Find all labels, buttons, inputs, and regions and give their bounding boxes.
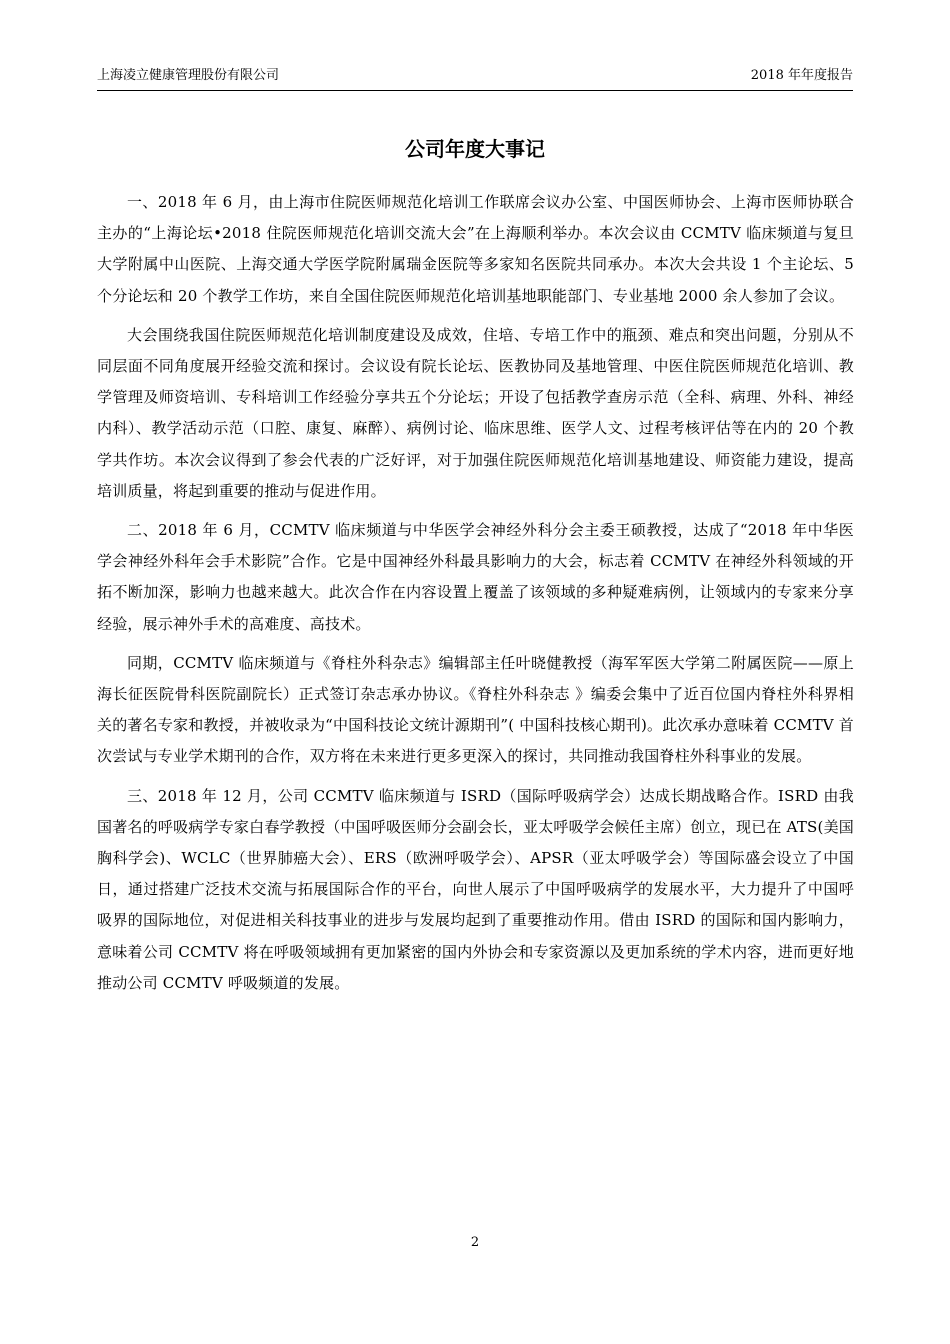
- page-number: 2: [470, 1235, 480, 1250]
- paragraph-3: 二、2018 年 6 月，CCMTV 临床频道与中华医学会神经外科分会主委王硕教授，达成了“2018 年中华医学会神经外科年会手术影院”合作。它是中国神经外科最具影响力的大会，标志着 CCMTV 在神经外科领域的开拓不断加深，影响力也越来越大。此次合作在内容设置上覆盖了该领域的多种疑难病例，让领域内的专家来分享经验，展示神外手术的高难度、高技术。: [97, 521, 854, 633]
- paragraph-5: 三、2018 年 12 月，公司 CCMTV 临床频道与 ISRD（国际呼吸病学会）达成长期战略合作。ISRD 由我国著名的呼吸病学专家白春学教授（中国呼吸医师分会副会长，亚太呼吸学会候任主席）创立，现已在 ATS(美国胸科学会)、WCLC（世界肺癌大会）、ERS（欧洲呼吸学会）、APSR（亚太呼吸学会）等国际盛会设立了中国日，通过搭建广泛技术交流与拓展国际合作的平台，向世人展示了中国呼吸病学的发展水平，大力提升了中国呼吸界的国际地位，对促进相关科技事业的进步与发展均起到了重要推动作用。借由 ISRD 的国际和国内影响力，意味着公司 CCMTV 将在呼吸领域拥有更加紧密的国内外协会和专家资源以及更加系统的学术内容，进而更好地推动公司 CCMTV 呼吸频道的发展。: [97, 786, 854, 992]
- header-company-name: 上海凌立健康管理股份有限公司: [97, 68, 280, 83]
- paragraph-1: 一、2018 年 6 月，由上海市住院医师规范化培训工作联席会议办公室、中国医师协会、上海市医师协联合主办的“上海论坛•2018 住院医师规范化培训交流大会”在上海顺利举办。本次会议由 CCMTV 临床频道与复旦大学附属中山医院、上海交通大学医学院附属瑞金医院等多家知名医院共同承办。本次大会共设 1 个主论坛、5 个分论坛和 20 个教学工作坊，来自全国住院医师规范化培训基地职能部门、专业基地 2000 余人参加了会议。: [97, 193, 854, 305]
- paragraph-4: 同期，CCMTV 临床频道与《脊柱外科杂志》编辑部主任叶晓健教授（海军军医大学第二附属医院——原上海长征医院骨科医院副院长）正式签订杂志承办协议。《脊柱外科杂志 》编委会集中了近百位国内脊柱外科界相关的著名专家和教授，并被收录为“中国科技论文统计源期刊”( 中国科技核心期刊)。此次承办意味着 CCMTV 首次尝试与专业学术期刊的合作，双方将在未来进行更多更深入的探讨，共同推动我国脊柱外科事业的发展。: [97, 653, 854, 766]
- header-report-title: 2018 年年度报告: [750, 68, 853, 83]
- paragraph-2: 大会围绕我国住院医师规范化培训制度建设及成效，住培、专培工作中的瓶颈、难点和突出问题，分别从不同层面不同角度展开经验交流和探讨。会议设有院长论坛、医教协同及基地管理、中医住院医师规范化培训、教学管理及师资培训、专科培训工作经验分享共五个分论坛；开设了包括教学查房示范（全科、病理、外科、神经内科）、教学活动示范（口腔、康复、麻醉）、病例讨论、临床思维、医学人文、过程考核评估等在内的 20 个教学共作坊。本次会议得到了参会代表的广泛好评，对于加强住院医师规范化培训基地建设、师资能力建设，提高培训质量，将起到重要的推动与促进作用。: [97, 325, 854, 500]
- header-divider: [97, 90, 853, 91]
- document-body: [97, 187, 854, 1007]
- page-header: [97, 66, 853, 86]
- page-title: 公司年度大事记: [405, 137, 545, 161]
